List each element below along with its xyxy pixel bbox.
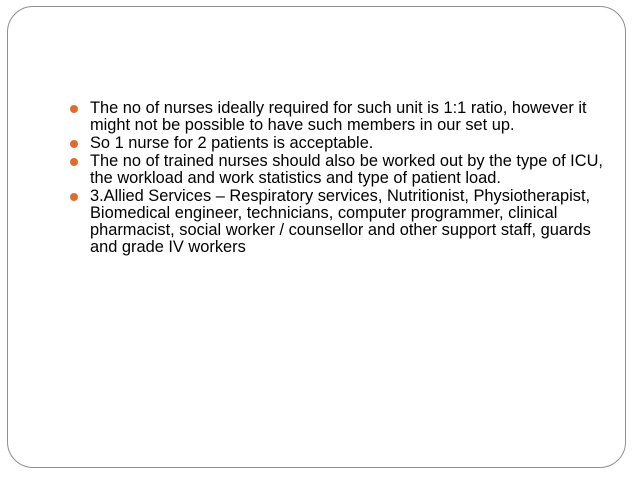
bullet-item (70, 153, 610, 187)
bullet-text: 3.Allied Services – Respiratory services, Nutritionist, Physiotherapist, Biomedical engineer, technicians, computer programmer, clinical pharmacist, social worker / counsellor and other support staff, guards and grade IV workers (90, 187, 591, 256)
bullet-dot-icon (70, 158, 78, 166)
bullet-text: The no of nurses ideally required for such unit is 1:1 ratio, however it might not be possible to have such members in our set up. (90, 99, 587, 134)
bullet-dot-icon (70, 140, 78, 148)
bullet-dot-icon (70, 193, 78, 201)
bullet-text: The no of trained nurses should also be worked out by the type of ICU, the workload and work statistics and type of patient load. (90, 152, 603, 187)
slide-content (70, 100, 610, 257)
bullet-text: So 1 nurse for 2 patients is acceptable. (90, 134, 374, 152)
bullet-item (70, 100, 610, 134)
bullet-dot-icon (70, 105, 78, 113)
bullet-list (70, 100, 610, 256)
bullet-item (70, 135, 610, 152)
bullet-item (70, 188, 610, 256)
